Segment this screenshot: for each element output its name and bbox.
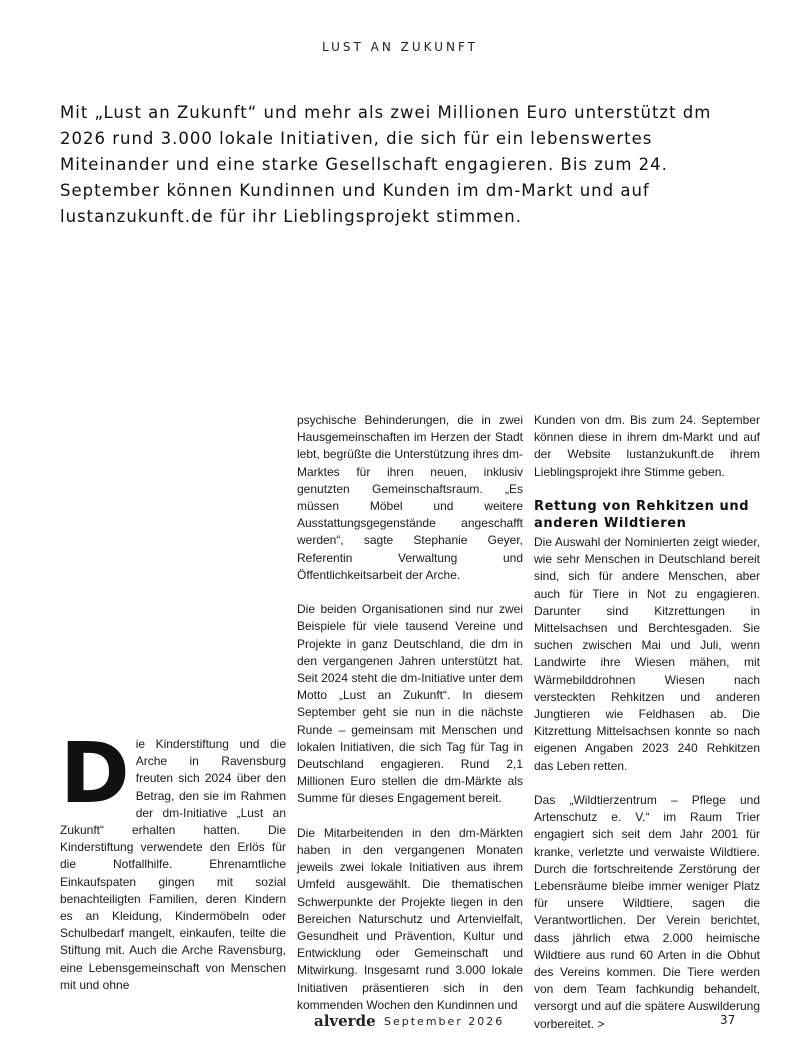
article-paragraph: psychische Behinderungen, die in zwei Hausgemeinschaften im Herzen der Stadt lebt, begrüßte die Unterstützung ihres dm-Marktes für ihren neuen, inklusiv genutzten Gemeinschaftsraum. „Es müssen Möbel und weitere Ausstattungsgegenstände angeschafft werden“, sagte Stephanie Geyer, Referentin Verwaltung und Öffentlichkeitsarbeit der Arche. [297, 413, 523, 582]
drop-cap: D [60, 724, 130, 822]
article-column-3 [534, 412, 760, 1050]
article-paragraph: ie Kinderstiftung und die Arche in Ravensburg freuten sich 2024 über den Betrag, den sie im Rahmen der dm-Initiative „Lust an Zukunft“ erhalten hatten. Die Kinderstiftung verwendete den Erlös für die Notfallhilfe. Ehrenamtliche Einkaufspaten gingen mit sozial benachteiligten Familien, deren Kindern es an Kleidung, Kindermöbeln oder Schulbedarf mangelt, einkaufen, teilte die Stiftung mit. Auch die Arche Ravensburg, eine Lebensgemeinschaft von Menschen mit und ohne [60, 737, 286, 992]
issue-date: September 2026 [384, 1015, 505, 1028]
article-column-1 [60, 724, 286, 1011]
page-number: 37 [720, 1013, 736, 1027]
article-column-2 [297, 412, 523, 1031]
article-paragraph: Kunden von dm. Bis zum 24. September können diese in ihrem dm-Markt und auf der Website lustanzukunft.de ihrem Lieblingsprojekt ihre Stimme geben. [534, 413, 760, 479]
article-subheading: Rettung von Rehkitzen und anderen Wildtieren [534, 499, 750, 531]
page-footer [0, 1012, 800, 1034]
magazine-logo: alverde [314, 1012, 376, 1030]
article-paragraph: Das „Wildtierzentrum – Pflege und Artenschutz e. V.“ im Raum Trier engagiert sich seit dem Jahr 2001 für kranke, verletzte und verwaiste Wildtiere. Durch die fortschreitende Zerstörung der Lebensräume bleibe immer weniger Platz für unsere Wildtiere, sagen die Verantwortlichen. Der Verein berichtet, dass jährlich etwa 2.000 heimische Wildtiere aus rund 60 Arten in die Obhut des Vereins kommen. Die Tiere werden von dem Team fachkundig behandelt, versorgt und auf die spätere Auswilderung vorbereitet. > [534, 793, 760, 1031]
section-kicker: LUST AN ZUKUNFT [322, 40, 478, 54]
article-paragraph: Die beiden Organisationen sind nur zwei Beispiele für viele tausend Vereine und Projekte in ganz Deutschland, die dm in den vergangenen Jahren unterstützt hat. Seit 2024 steht die dm-Initiative unter dem Motto „Lust an Zukunft“. In diesem September geht sie nun in die nächste Runde – gemeinsam mit Menschen und lokalen Initiativen, die sich Tag für Tag in Deutschland engagieren. Rund 2,1 Millionen Euro stellen die dm-Märkte als Summe für dieses Engagement bereit. [297, 602, 523, 806]
article-paragraph: Die Mitarbeitenden in den dm-Märkten haben in den vergangenen Monaten jeweils zwei lokale Initiativen aus ihrem Umfeld ausgewählt. Die thematischen Schwerpunkte der Projekte liegen in den Bereichen Naturschutz und Artenvielfalt, Gesundheit und Prävention, Kultur und Entwicklung oder Gemeinschaft und Mitwirkung. Insgesamt rund 3.000 lokale Initiativen präsentieren sich in den kommenden Wochen den Kundinnen und [297, 825, 523, 1012]
lead-paragraph: Mit „Lust an Zukunft“ und mehr als zwei Millionen Euro unterstützt dm 2026 rund 3.000 lokale Initiativen, die sich für ein lebenswertes Miteinander und eine starke Gesellschaft engagieren. Bis zum 24. September können Kundinnen und Kunden im dm-Markt und auf lustanzukunft.de für ihr Lieblingsprojekt stimmen. [60, 103, 712, 226]
article-paragraph: Die Auswahl der Nominierten zeigt wieder, wie sehr Menschen in Deutschland bereit sind, sich für andere Menschen, aber auch für Tiere in Not zu engagieren. Darunter sind Kitzrettungen in Mittelsachsen und Berchtesgaden. Sie suchen zwischen Mai und Juli, wenn Landwirte ihre Wiesen mähen, mit Wärmebilddrohnen Wiesen nach versteckten Rehkitzen und anderen Jungtieren wie Feldhasen ab. Die Kitzrettung Mittelsachsen konnte so nach eigenen Angaben 2023 240 Rehkitzen das Leben retten. [534, 535, 760, 773]
